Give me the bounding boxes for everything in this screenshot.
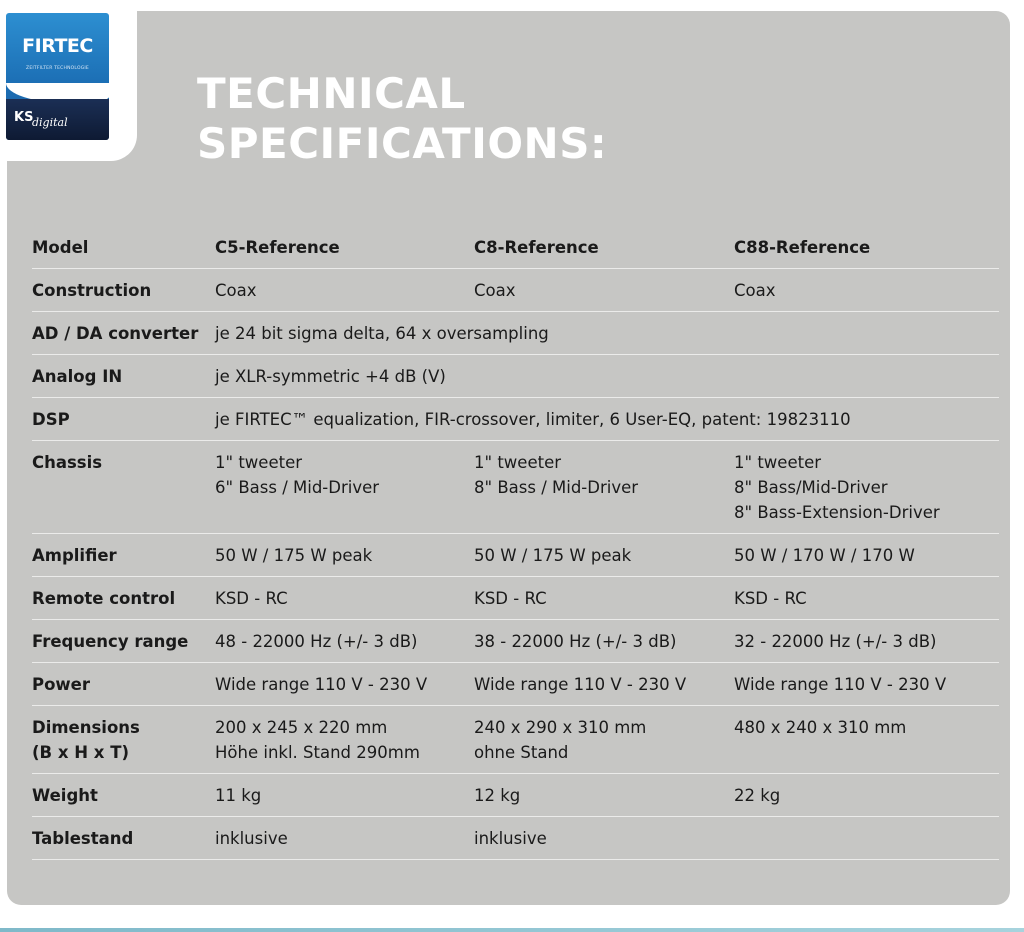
row-label-line: Remote control (32, 589, 176, 608)
table-row (32, 441, 999, 534)
row-value-c88 (734, 706, 999, 774)
row-value-c8 (474, 774, 734, 817)
page-title (197, 69, 607, 169)
ks-badge-text: KS (14, 110, 34, 125)
title-line-2: SPECIFICATIONS: (197, 119, 608, 168)
row-value-c88 (734, 774, 999, 817)
row-value-c5-line: Höhe inkl. Stand 290mm (215, 743, 420, 762)
logo-brand-text: FIRTEC (22, 35, 93, 57)
row-label (32, 817, 215, 860)
row-value-c8-line: 50 W / 175 W peak (474, 546, 632, 565)
row-label (32, 355, 215, 398)
row-value-c8-line: inklusive (474, 829, 547, 848)
digital-badge-text: digital (32, 116, 68, 129)
row-label (32, 269, 215, 312)
logo-tagline: ZEITFILTER TECHNOLOGIE (26, 66, 89, 71)
row-label-line: Amplifier (32, 546, 117, 565)
row-value-c8 (474, 620, 734, 663)
specifications-table (32, 226, 999, 860)
row-value-c88 (734, 441, 999, 534)
row-value-c88-line: Wide range 110 V - 230 V (734, 675, 947, 694)
header-model-c5: C5-Reference (215, 226, 474, 269)
row-value-c8-line: Coax (474, 281, 516, 300)
row-value-all-models: je FIRTEC™ equalization, FIR-crossover, limiter, 6 User-EQ, patent: 19823110 (215, 398, 999, 441)
row-label-line: (B x H x T) (32, 743, 129, 762)
row-value-c88-line: 8" Bass/Mid-Driver (734, 478, 888, 497)
row-value-c5-line: 50 W / 175 W peak (215, 546, 373, 565)
row-value-c8-line: 240 x 290 x 310 mm (474, 718, 647, 737)
row-value-c88-line: 8" Bass-Extension-Driver (734, 503, 940, 522)
row-value-c5-line: inklusive (215, 829, 288, 848)
row-value-c5 (215, 663, 474, 706)
table-row (32, 620, 999, 663)
row-label (32, 534, 215, 577)
row-value-c8-line: 38 - 22000 Hz (+/- 3 dB) (474, 632, 677, 651)
row-value-c8-line: 1" tweeter (474, 453, 562, 472)
row-value-c88 (734, 269, 999, 312)
row-label-line: Analog IN (32, 367, 123, 386)
row-value-c88-line: 50 W / 170 W / 170 W (734, 546, 915, 565)
row-label (32, 398, 215, 441)
header-label: Model (32, 226, 215, 269)
row-value-c8-line: KSD - RC (474, 589, 547, 608)
row-value-all-models: je XLR-symmetric +4 dB (V) (215, 355, 999, 398)
row-value-c8 (474, 706, 734, 774)
row-value-c5-line: KSD - RC (215, 589, 288, 608)
row-label-line: Tablestand (32, 829, 134, 848)
row-value-c88-line: KSD - RC (734, 589, 807, 608)
row-value-c8-line: Wide range 110 V - 230 V (474, 675, 687, 694)
row-value-c88 (734, 534, 999, 577)
row-label (32, 774, 215, 817)
row-value-c5-line: Wide range 110 V - 230 V (215, 675, 428, 694)
row-label (32, 663, 215, 706)
row-value-c5-line: Coax (215, 281, 257, 300)
row-label-line: Construction (32, 281, 152, 300)
row-label-line: Dimensions (32, 718, 140, 737)
row-value-c88-line: Coax (734, 281, 776, 300)
row-value-c5 (215, 817, 474, 860)
row-value-c5-line: 6" Bass / Mid-Driver (215, 478, 380, 497)
row-value-c88 (734, 663, 999, 706)
table-header-row (32, 226, 999, 269)
row-label-line: Frequency range (32, 632, 189, 651)
ks-digital-badge (14, 110, 102, 134)
row-value-c8 (474, 269, 734, 312)
row-value-c8-line: 8" Bass / Mid-Driver (474, 478, 639, 497)
row-value-c88 (734, 817, 999, 860)
header-model-c8: C8-Reference (474, 226, 734, 269)
firtec-ks-digital-logo (6, 13, 109, 140)
row-value-c5-line: 200 x 245 x 220 mm (215, 718, 388, 737)
table-row (32, 706, 999, 774)
row-value-c8 (474, 577, 734, 620)
row-value-c5-line: 48 - 22000 Hz (+/- 3 dB) (215, 632, 418, 651)
row-value-c5 (215, 269, 474, 312)
specifications-table-body (32, 226, 999, 860)
row-value-c88 (734, 577, 999, 620)
bottom-accent-line (0, 928, 1024, 932)
table-row (32, 312, 999, 355)
row-label (32, 706, 215, 774)
table-row (32, 663, 999, 706)
row-value-c5-line: 11 kg (215, 786, 262, 805)
row-label (32, 620, 215, 663)
table-row (32, 398, 999, 441)
row-value-c8 (474, 534, 734, 577)
table-row (32, 534, 999, 577)
row-value-c5 (215, 577, 474, 620)
row-value-c5 (215, 706, 474, 774)
title-line-1: TECHNICAL (197, 69, 466, 118)
row-label-line: AD / DA converter (32, 324, 199, 343)
row-value-c8-line: ohne Stand (474, 743, 569, 762)
row-value-c5-line: 1" tweeter (215, 453, 303, 472)
row-label-line: Chassis (32, 453, 103, 472)
row-label-line: Power (32, 675, 90, 694)
table-row (32, 355, 999, 398)
table-row (32, 774, 999, 817)
row-value-c88-line: 32 - 22000 Hz (+/- 3 dB) (734, 632, 937, 651)
table-row (32, 577, 999, 620)
row-value-c88-line: 22 kg (734, 786, 781, 805)
row-value-c8-line: 12 kg (474, 786, 521, 805)
row-label-line: DSP (32, 410, 70, 429)
row-value-c5 (215, 620, 474, 663)
row-label (32, 577, 215, 620)
row-value-c88-line: 480 x 240 x 310 mm (734, 718, 907, 737)
row-value-c8 (474, 441, 734, 534)
row-value-c8 (474, 663, 734, 706)
row-value-c88-line: 1" tweeter (734, 453, 822, 472)
header-model-c88: C88-Reference (734, 226, 999, 269)
row-label-line: Weight (32, 786, 98, 805)
row-value-all-models: je 24 bit sigma delta, 64 x oversampling (215, 312, 999, 355)
table-row (32, 269, 999, 312)
table-row (32, 817, 999, 860)
row-label (32, 312, 215, 355)
row-value-c88 (734, 620, 999, 663)
row-value-c5 (215, 441, 474, 534)
row-value-c8 (474, 817, 734, 860)
row-value-c5 (215, 774, 474, 817)
row-value-c5 (215, 534, 474, 577)
row-label (32, 441, 215, 534)
